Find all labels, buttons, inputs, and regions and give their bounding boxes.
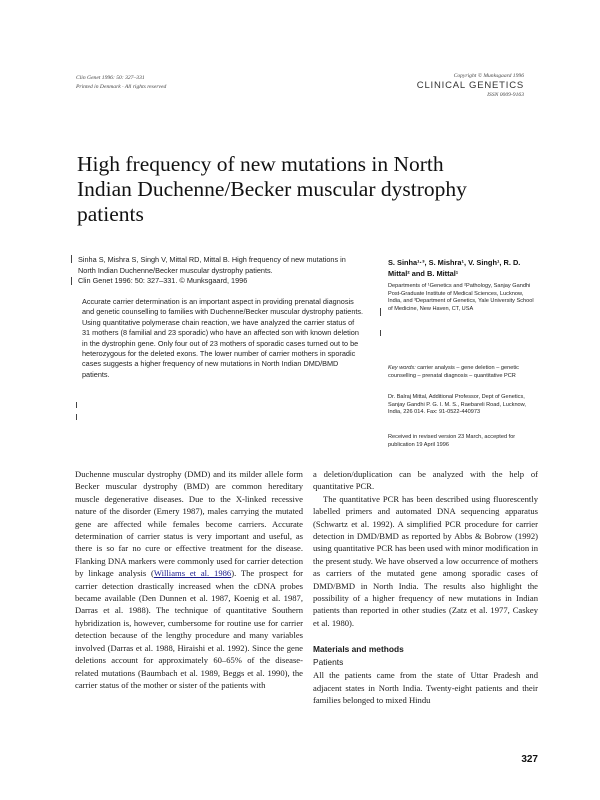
margin-marks — [76, 402, 77, 420]
affiliations: Departments of ¹Genetics and ²Pathology, Sanjay Gandhi Post-Graduate Institute of Medical Sciences, Lucknow, India, and ³Department of Genetics, Yale University School of Medicine, New Haven, CT, USA — [388, 283, 534, 312]
article-title: High frequency of new mutations in North Indian Duchenne/Becker muscular dystrophy patients — [77, 152, 467, 226]
margin-mark — [380, 330, 381, 336]
keywords-text: carrier analysis – gene deletion – genetic counselling – prenatal diagnosis – quantitative PCR — [388, 365, 519, 379]
margin-mark — [71, 277, 72, 285]
abstract — [82, 297, 364, 380]
copyright-notice: Copyright © Munksgaard 1996 — [453, 73, 524, 79]
subsection-heading: Patients — [313, 657, 344, 668]
header-right — [417, 72, 524, 99]
keywords — [388, 365, 536, 380]
body-column-left — [75, 468, 303, 691]
paragraph: The quantitative PCR has been described using fluorescently labelled primers and automated DNA sequencing apparatus (Schwartz et al. 1992). A simplified PCR procedure for carrier detection in DMD/BMD as reported by Abbs & Bobrow (1992) using quantitative PCR has been used with minor modification in the present study. We have observed a low occurrence of mothers as carriers of the mutated gene among sporadic cases of DMD/BMD in North India. The results also highlight the possibility of a higher frequency of new mutations in Indian patients than reported in other studies (Zatz et al. 1977, Caskey et al. 1980). — [313, 493, 538, 628]
paragraph: a deletion/duplication can be analyzed with the help of quantitative PCR. — [313, 469, 538, 492]
journal-name: CLINICAL GENETICS — [416, 80, 524, 91]
header-left — [76, 74, 166, 92]
correspondence-address: Dr. Balraj Mittal, Additional Professor, Dept of Genetics, Sanjay Gandhi P. G. I. M. S., Raebareli Road, Lucknow, India, 226 014. Fax: 91-0522-440973 — [388, 394, 526, 416]
abstract-text: Accurate carrier determination is an important aspect in providing prenatal diagnosis and genetic counselling to families with Duchenne/Becker muscular dystrophy patients. Using quantitative polymerase chain reaction, we have analyzed the carrier status of 31 mothers (8 familial and 23 sporadic) who have an affected son with known deletion in the dystrophin gene. Only four out of 23 mothers of sporadic cases turned out to be heterozygous for the deleted exons. The lower number of carrier mothers in sporadic cases suggests a higher frequency of new mutations in North Indian DMD/BMD patients. — [82, 297, 364, 379]
body-column-right — [313, 468, 538, 707]
author-list: S. Sinha¹·³, S. Mishra¹, V. Singh¹, R. D. Mittal² and B. Mittal¹ — [388, 258, 521, 278]
citation-authors: Sinha S, Mishra S, Singh V, Mittal RD, Mittal B. High frequency of new mutations in North Indian Duchenne/Becker muscular dystrophy patients. — [78, 255, 346, 275]
section-heading: Materials and methods — [313, 644, 404, 655]
printed-in: Printed in Denmark · All rights reserved — [76, 84, 167, 90]
citation-ref: Clin Genet 1996: 50: 327–331. © Munksgaard, 1996 — [78, 276, 248, 285]
page-number: 327 — [521, 754, 538, 765]
margin-mark — [380, 308, 381, 316]
paragraph: Duchenne muscular dystrophy (DMD) and its milder allele form Becker muscular dystrophy (BMD) are common hereditary muscle degenerative diseases. Due to the X-linked recessive nature of the disorder (Emery 1987), males carrying the mutated gene are affected while females become carriers. Accurate determination of carrier status is very important and useful, as there is so far no cure or effective treatment for the disease. Flanking DNA markers were commonly used for carrier detection by linkage analysis (Williams et al. 1986). The prospect for carrier detection drastically increased when the cDNA probes became available (Den Dunnen et al. 1987, Koenig et al. 1987, Darras et al. 1988). The technique of quantitative Southern hybridization is, however, cumbersome for routine use for carrier detection because of the lengthy procedure and many variables involved (Darras et al. 1988, Hiraishi et al. 1992). Since the gene deletions account for approximately 60–65% of the disease-related mutations (Baumbach et al. 1989, Beggs et al. 1990), the carrier status of the mother or sister of the patients with — [75, 469, 303, 690]
keywords-label: Key words: — [388, 365, 416, 371]
reference-link[interactable]: Williams et al. 1986 — [153, 568, 232, 579]
paragraph: All the patients came from the state of Uttar Pradesh and adjacent states in North India. Twenty-eight patients and their families belonged to mixed Hindu — [313, 670, 538, 706]
margin-mark — [71, 255, 72, 263]
journal-citation: Clin Genet 1996: 50: 327–331 — [76, 75, 145, 81]
citation-block — [78, 255, 358, 287]
issn: ISSN 0009-9163 — [487, 92, 524, 98]
received-dates: Received in revised version 23 March, accepted for publication 19 April 1996 — [388, 434, 516, 448]
